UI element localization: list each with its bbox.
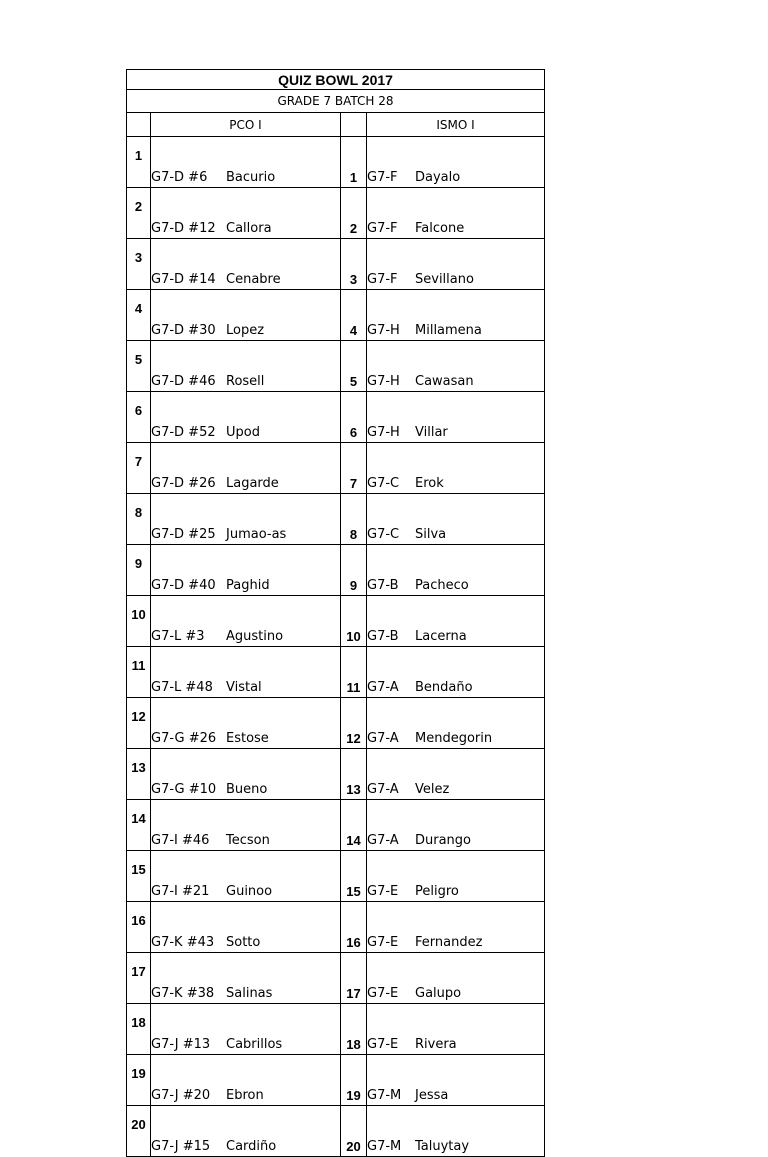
right-student-code: G7-C	[367, 476, 400, 491]
sheet-title: QUIZ BOWL 2017	[127, 70, 545, 90]
right-student-code: G7-E	[367, 884, 399, 899]
right-student-name: Pacheco	[415, 578, 469, 593]
left-student-name: Jumao-as	[226, 527, 287, 542]
right-student-code: G7-F	[367, 272, 398, 287]
right-student-name: Millamena	[415, 323, 482, 338]
right-entry	[367, 902, 545, 953]
left-student-code: G7-D #40	[151, 578, 216, 593]
left-student-code: G7-I #21	[151, 884, 210, 899]
left-entry	[151, 239, 341, 290]
header-blank-right	[341, 113, 367, 137]
right-student-code: G7-M	[367, 1139, 402, 1154]
left-entry	[151, 749, 341, 800]
left-student-name: Lopez	[226, 323, 265, 338]
left-student-code: G7-L #48	[151, 680, 213, 695]
right-student-name: Falcone	[415, 221, 465, 236]
column-header-right: ISMO I	[367, 113, 545, 137]
left-student-code: G7-D #14	[151, 272, 216, 287]
left-student-code: G7-D #6	[151, 170, 208, 185]
right-student-name: Lacerna	[415, 629, 467, 644]
row-number-left: 17	[127, 953, 151, 1004]
row-number-left: 2	[127, 188, 151, 239]
right-entry	[367, 800, 545, 851]
row-number-right: 15	[341, 851, 367, 902]
left-student-code: G7-J #20	[151, 1088, 211, 1103]
left-student-code: G7-J #13	[151, 1037, 211, 1052]
left-student-name: Estose	[226, 731, 269, 746]
row-number-right: 6	[341, 392, 367, 443]
left-student-name: Cardiño	[226, 1139, 277, 1154]
left-student-name: Guinoo	[226, 884, 273, 899]
left-student-name: Rosell	[226, 374, 265, 389]
left-student-code: G7-D #52	[151, 425, 216, 440]
row-number-right: 11	[341, 647, 367, 698]
left-student-name: Cabrillos	[226, 1037, 283, 1052]
row-number-left: 8	[127, 494, 151, 545]
row-number-right: 12	[341, 698, 367, 749]
right-student-name: Silva	[415, 527, 447, 542]
left-entry	[151, 1055, 341, 1106]
left-student-name: Lagarde	[226, 476, 279, 491]
right-student-code: G7-A	[367, 680, 399, 695]
right-entry	[367, 953, 545, 1004]
left-entry	[151, 545, 341, 596]
left-student-name: Cenabre	[226, 272, 281, 287]
row-number-left: 15	[127, 851, 151, 902]
right-student-code: G7-E	[367, 935, 399, 950]
right-entry	[367, 392, 545, 443]
row-number-right: 19	[341, 1055, 367, 1106]
right-student-code: G7-H	[367, 374, 400, 389]
right-student-name: Villar	[415, 425, 448, 440]
left-student-code: G7-K #43	[151, 935, 215, 950]
row-number-left: 14	[127, 800, 151, 851]
right-entry	[367, 494, 545, 545]
left-student-code: G7-K #38	[151, 986, 215, 1001]
table-row	[127, 443, 545, 494]
left-entry	[151, 596, 341, 647]
row-number-left: 16	[127, 902, 151, 953]
row-number-left: 20	[127, 1106, 151, 1157]
right-entry	[367, 290, 545, 341]
header-blank-left	[127, 113, 151, 137]
table-row	[127, 341, 545, 392]
right-student-code: G7-C	[367, 527, 400, 542]
right-student-name: Sevillano	[415, 272, 474, 287]
left-student-name: Ebron	[226, 1088, 264, 1103]
table-row	[127, 698, 545, 749]
left-entry	[151, 851, 341, 902]
row-number-left: 13	[127, 749, 151, 800]
left-student-name: Sotto	[226, 935, 261, 950]
row-number-right: 20	[341, 1106, 367, 1157]
row-number-left: 9	[127, 545, 151, 596]
table-row	[127, 953, 545, 1004]
right-student-code: G7-E	[367, 986, 399, 1001]
row-number-left: 18	[127, 1004, 151, 1055]
sheet-subtitle: GRADE 7 BATCH 28	[127, 90, 545, 113]
row-number-right: 9	[341, 545, 367, 596]
left-student-code: G7-D #46	[151, 374, 216, 389]
table-row	[127, 239, 545, 290]
left-student-code: G7-G #26	[151, 731, 217, 746]
right-student-name: Velez	[415, 782, 450, 797]
right-student-code: G7-M	[367, 1088, 402, 1103]
right-student-code: G7-F	[367, 221, 398, 236]
row-number-right: 14	[341, 800, 367, 851]
right-student-name: Galupo	[415, 986, 462, 1001]
right-entry	[367, 188, 545, 239]
row-number-right: 16	[341, 902, 367, 953]
left-entry	[151, 290, 341, 341]
left-student-code: G7-G #10	[151, 782, 217, 797]
left-student-code: G7-I #46	[151, 833, 210, 848]
left-entry	[151, 800, 341, 851]
left-entry	[151, 392, 341, 443]
row-number-right: 10	[341, 596, 367, 647]
left-entry	[151, 953, 341, 1004]
table-row	[127, 290, 545, 341]
right-entry	[367, 239, 545, 290]
right-student-code: G7-H	[367, 425, 400, 440]
left-student-name: Paghid	[226, 578, 270, 593]
row-number-left: 4	[127, 290, 151, 341]
right-student-name: Durango	[415, 833, 472, 848]
right-student-name: Peligro	[415, 884, 459, 899]
right-student-name: Mendegorin	[415, 731, 493, 746]
table-row	[127, 392, 545, 443]
right-student-code: G7-B	[367, 629, 399, 644]
right-student-name: Erok	[415, 476, 444, 491]
right-student-name: Taluytay	[415, 1139, 470, 1154]
left-entry	[151, 1004, 341, 1055]
row-number-left: 10	[127, 596, 151, 647]
left-entry	[151, 1106, 341, 1157]
row-number-left: 1	[127, 137, 151, 188]
right-entry	[367, 698, 545, 749]
left-entry	[151, 137, 341, 188]
row-number-right: 2	[341, 188, 367, 239]
left-student-code: G7-D #25	[151, 527, 216, 542]
table-row	[127, 188, 545, 239]
left-student-name: Callora	[226, 221, 272, 236]
right-student-name: Fernandez	[415, 935, 483, 950]
right-student-code: G7-B	[367, 578, 399, 593]
table-row	[127, 749, 545, 800]
row-number-right: 8	[341, 494, 367, 545]
left-entry	[151, 902, 341, 953]
right-student-name: Rivera	[415, 1037, 457, 1052]
row-number-left: 19	[127, 1055, 151, 1106]
left-entry	[151, 647, 341, 698]
table-row	[127, 137, 545, 188]
row-number-left: 6	[127, 392, 151, 443]
right-student-name: Jessa	[415, 1088, 449, 1103]
column-header-left: PCO I	[151, 113, 341, 137]
table-row	[127, 494, 545, 545]
right-entry	[367, 545, 545, 596]
left-student-code: G7-D #12	[151, 221, 216, 236]
right-student-code: G7-F	[367, 170, 398, 185]
right-student-code: G7-A	[367, 833, 399, 848]
table-row	[127, 1004, 545, 1055]
left-entry	[151, 188, 341, 239]
left-student-name: Bueno	[226, 782, 268, 797]
table-row	[127, 851, 545, 902]
right-entry	[367, 1106, 545, 1157]
right-entry	[367, 596, 545, 647]
left-student-name: Tecson	[226, 833, 270, 848]
left-student-code: G7-D #30	[151, 323, 216, 338]
left-student-code: G7-J #15	[151, 1139, 211, 1154]
right-student-name: Dayalo	[415, 170, 461, 185]
row-number-right: 4	[341, 290, 367, 341]
right-student-code: G7-A	[367, 731, 399, 746]
right-entry	[367, 647, 545, 698]
table-row	[127, 596, 545, 647]
row-number-left: 12	[127, 698, 151, 749]
table-row	[127, 1106, 545, 1157]
row-number-left: 3	[127, 239, 151, 290]
left-student-name: Bacurio	[226, 170, 276, 185]
row-number-right: 1	[341, 137, 367, 188]
table-row	[127, 1055, 545, 1106]
right-student-name: Cawasan	[415, 374, 474, 389]
table-row	[127, 647, 545, 698]
left-student-name: Agustino	[226, 629, 284, 644]
right-entry	[367, 1055, 545, 1106]
row-number-right: 7	[341, 443, 367, 494]
right-student-code: G7-H	[367, 323, 400, 338]
right-student-name: Bendaño	[415, 680, 473, 695]
left-entry	[151, 698, 341, 749]
row-number-right: 13	[341, 749, 367, 800]
right-entry	[367, 341, 545, 392]
left-entry	[151, 494, 341, 545]
left-student-name: Vistal	[226, 680, 262, 695]
left-entry	[151, 341, 341, 392]
right-student-code: G7-E	[367, 1037, 399, 1052]
row-number-right: 18	[341, 1004, 367, 1055]
table-row	[127, 902, 545, 953]
left-student-name: Salinas	[226, 986, 273, 1001]
left-entry	[151, 443, 341, 494]
right-entry	[367, 749, 545, 800]
right-entry	[367, 137, 545, 188]
left-student-code: G7-D #26	[151, 476, 216, 491]
left-student-code: G7-L #3	[151, 629, 205, 644]
right-entry	[367, 1004, 545, 1055]
table-row	[127, 545, 545, 596]
row-number-left: 7	[127, 443, 151, 494]
right-entry	[367, 851, 545, 902]
left-student-name: Upod	[226, 425, 260, 440]
row-number-right: 3	[341, 239, 367, 290]
row-number-left: 5	[127, 341, 151, 392]
table-row	[127, 800, 545, 851]
right-student-code: G7-A	[367, 782, 399, 797]
row-number-left: 11	[127, 647, 151, 698]
quiz-bowl-roster-table	[126, 69, 545, 1157]
row-number-right: 17	[341, 953, 367, 1004]
row-number-right: 5	[341, 341, 367, 392]
right-entry	[367, 443, 545, 494]
